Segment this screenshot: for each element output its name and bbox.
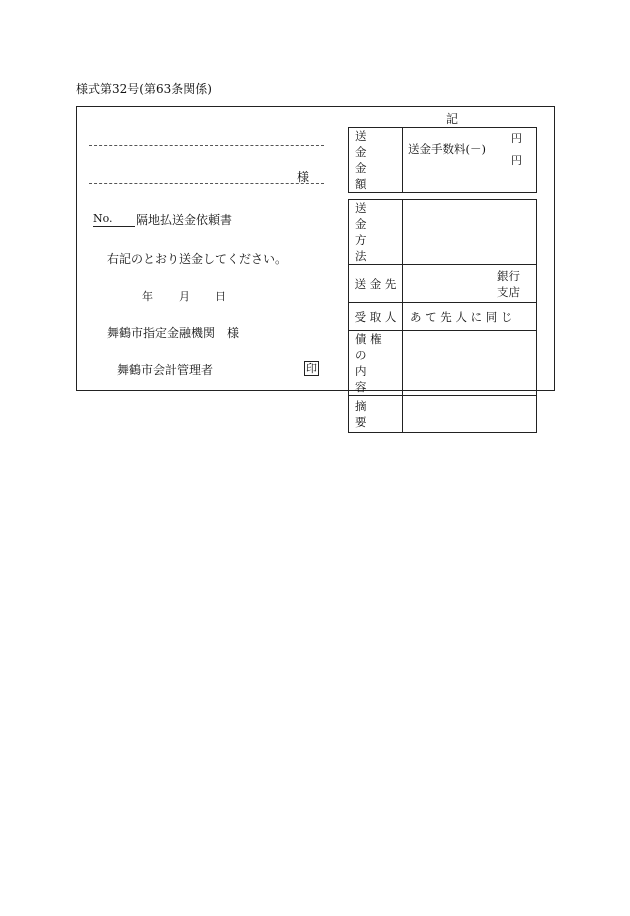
number-blank[interactable] <box>93 226 135 227</box>
remittance-detail-table <box>348 199 537 433</box>
bank-unit: 銀行 <box>497 268 520 283</box>
recipient-label: 受 取 人 <box>349 303 403 331</box>
claim-value-cell[interactable] <box>403 331 537 396</box>
number-label: No. <box>93 212 113 225</box>
form-number-title: 様式第32号(第63条関係) <box>76 82 212 96</box>
amount-label-cell <box>349 128 403 193</box>
request-text: 右記のとおり送金してください。 <box>107 252 288 266</box>
branch-unit: 支店 <box>497 284 520 299</box>
destination-value-cell[interactable] <box>403 265 537 303</box>
amount-value-cell[interactable] <box>403 128 537 193</box>
fee-text: 送金手数料(－) <box>408 142 486 156</box>
summary-label: 摘 要 <box>355 399 390 429</box>
amount-label-line2: 金 額 <box>355 161 390 191</box>
yen-unit-1: 円 <box>511 132 522 145</box>
date-year-label: 年 <box>142 290 153 303</box>
addressee-honorific: 様 <box>297 170 310 184</box>
claim-label-cell <box>349 331 403 396</box>
claim-label-line2: 内 容 <box>355 364 390 394</box>
claim-label-line1: 債 権 の <box>355 332 382 362</box>
date-month-label: 月 <box>179 290 190 303</box>
seal-mark: 印 <box>306 362 317 375</box>
city-accountant-line: 舞鶴市会計管理者 <box>117 363 214 377</box>
method-value-cell[interactable] <box>403 200 537 265</box>
method-label-line1: 送 金 <box>355 201 390 231</box>
addressee-line-1 <box>89 145 324 146</box>
method-label-line2: 方 法 <box>355 233 390 263</box>
yen-unit-2: 円 <box>511 154 522 167</box>
method-label-cell <box>349 200 403 265</box>
remittance-amount-table <box>348 127 537 193</box>
document-title: 隔地払送金依頼書 <box>136 213 233 227</box>
ki-heading: 記 <box>446 112 459 126</box>
date-day-label: 日 <box>215 290 226 303</box>
summary-value-cell[interactable] <box>403 396 537 433</box>
designated-bank-line: 舞鶴市指定金融機関 様 <box>107 326 240 340</box>
destination-label: 送 金 先 <box>349 265 403 303</box>
addressee-line-2 <box>89 183 324 184</box>
amount-label-line1: 送 金 <box>355 129 390 159</box>
summary-label-cell <box>349 396 403 433</box>
recipient-value: あ て 先 人 に 同 じ <box>403 303 537 331</box>
